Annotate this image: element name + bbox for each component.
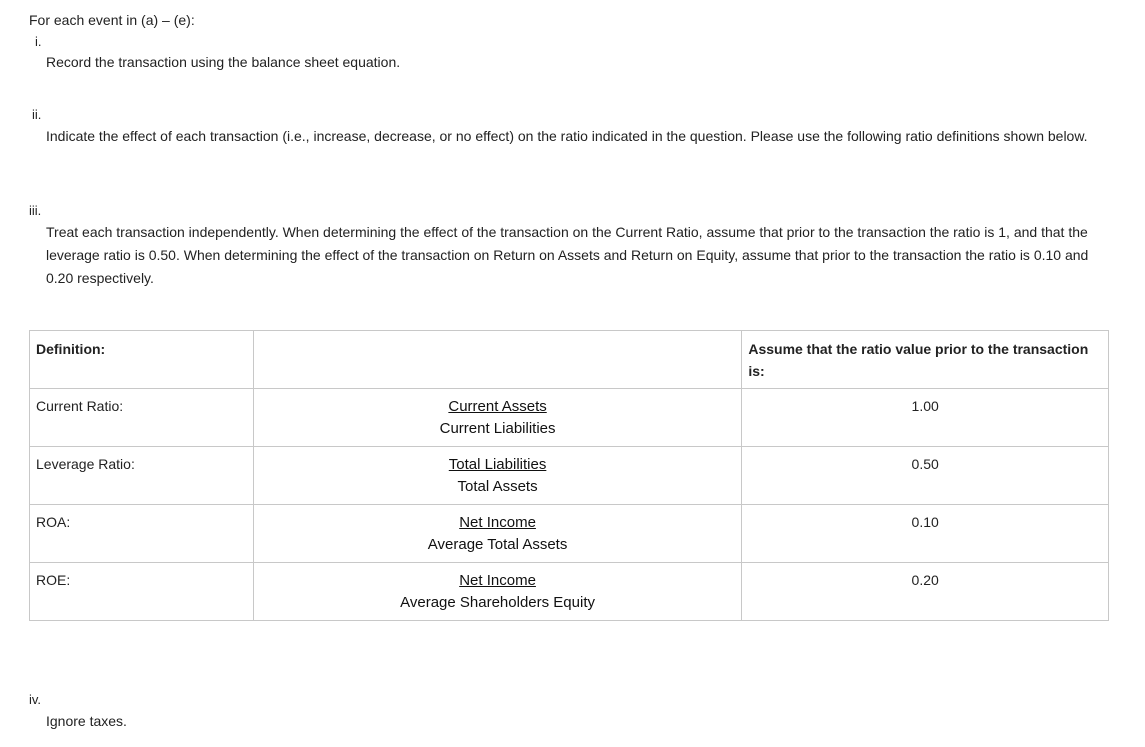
formula-numerator: Net Income	[459, 514, 536, 531]
ratio-formula	[260, 396, 736, 440]
prior-value-cell	[742, 505, 1109, 563]
ratio-formula	[260, 454, 736, 498]
ratio-name: Leverage Ratio:	[36, 456, 135, 472]
ratio-name-cell	[30, 447, 254, 505]
ratio-formula	[260, 512, 736, 556]
prior-value: 0.20	[911, 572, 939, 588]
formula-numerator: Total Liabilities	[448, 456, 547, 473]
formula-cell	[253, 563, 742, 621]
formula-denominator: Average Total Assets	[427, 536, 568, 553]
item-text-iv: Ignore taxes.	[46, 713, 127, 729]
header-definition-cell	[30, 331, 254, 389]
item-text-iii: Treat each transaction independently. When determining the effect of the transaction on the Current Ratio, assume that prior to the transaction the ratio is 1, and that the leverage ratio is 0.50. When determining the effect of the transaction on Return on Assets and Return on Equity, assume that prior to the transaction the ratio is 0.10 and 0.20 respectively.	[46, 224, 1089, 286]
header-prior-value: Assume that the ratio value prior to the transaction is:	[748, 341, 1089, 379]
formula-denominator: Total Assets	[457, 478, 538, 495]
ratio-definitions-table	[29, 330, 1109, 621]
table-row	[30, 447, 1109, 505]
ratio-name-cell	[30, 389, 254, 447]
table-row	[30, 505, 1109, 563]
prior-value: 0.10	[911, 514, 939, 530]
header-definition: Definition:	[36, 341, 106, 357]
prior-value: 0.50	[911, 456, 939, 472]
formula-numerator: Current Assets	[448, 398, 547, 415]
formula-cell	[253, 505, 742, 563]
formula-cell	[253, 447, 742, 505]
ratio-name: ROE:	[36, 572, 71, 588]
prior-value-cell	[742, 447, 1109, 505]
ratio-name: Current Ratio:	[36, 398, 124, 414]
table-row	[30, 563, 1109, 621]
formula-cell	[253, 389, 742, 447]
item-marker-ii: ii.	[32, 107, 42, 122]
prior-value-cell	[742, 389, 1109, 447]
prior-value-cell	[742, 563, 1109, 621]
item-marker-i: i.	[35, 34, 42, 49]
item-marker-iii: iii.	[29, 203, 42, 218]
formula-numerator: Net Income	[459, 572, 536, 589]
prior-value: 1.00	[911, 398, 939, 414]
ratio-formula	[260, 570, 736, 614]
formula-denominator: Current Liabilities	[439, 420, 556, 437]
ratio-name: ROA:	[36, 514, 71, 530]
table-row	[30, 389, 1109, 447]
table-header-row	[30, 331, 1109, 389]
header-prior-value-cell	[742, 331, 1109, 389]
item-text-ii: Indicate the effect of each transaction (i.e., increase, decrease, or no effect) on the ratio indicated in the question. Please use the following ratio definitions shown below.	[46, 128, 1088, 144]
item-marker-iv: iv.	[29, 692, 42, 707]
formula-denominator: Average Shareholders Equity	[400, 594, 595, 611]
header-formula-cell	[253, 331, 742, 389]
ratio-name-cell	[30, 505, 254, 563]
ratio-name-cell	[30, 563, 254, 621]
intro-text: For each event in (a) – (e):	[29, 12, 195, 28]
item-text-i: Record the transaction using the balance sheet equation.	[46, 54, 401, 70]
